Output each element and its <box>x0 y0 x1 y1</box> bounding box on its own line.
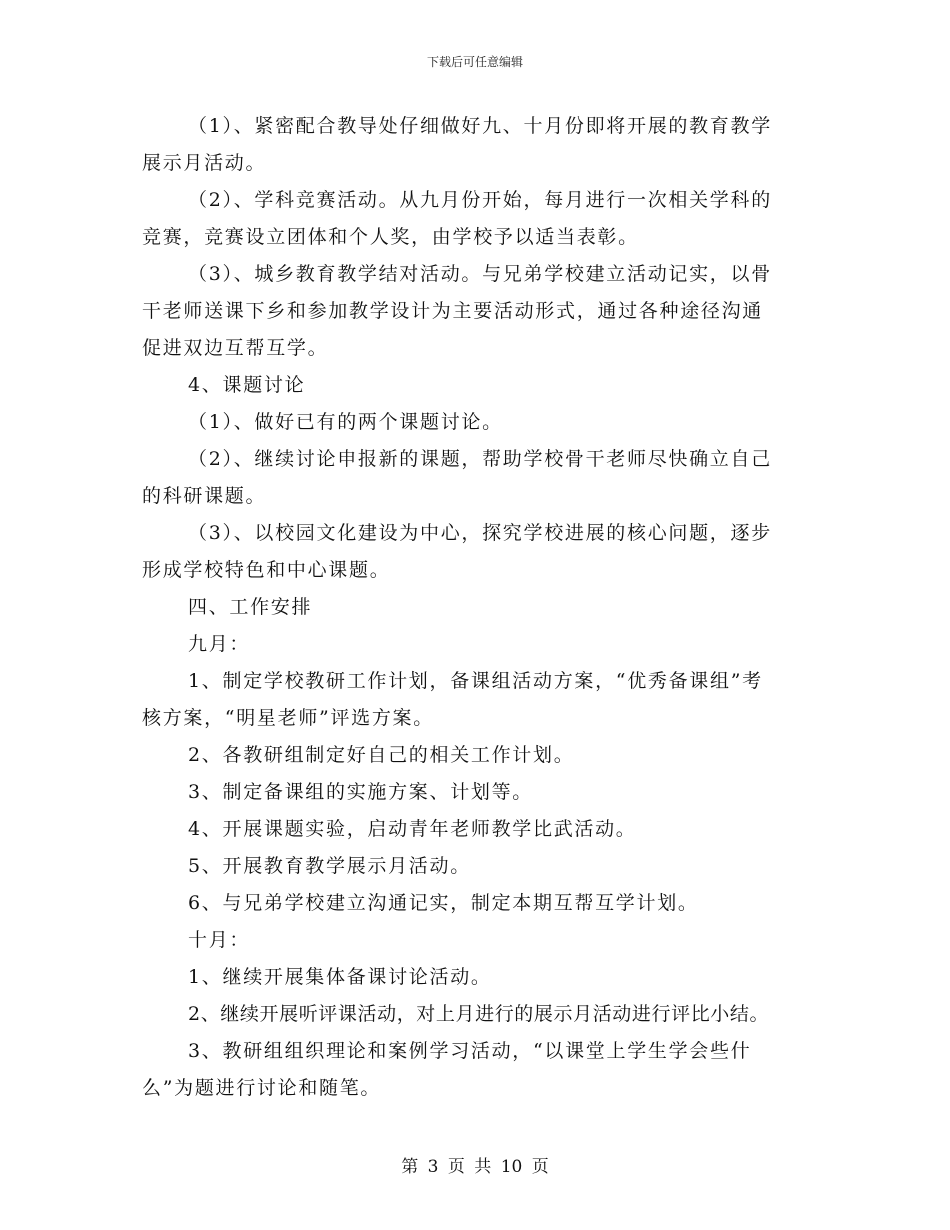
body-line: 1、继续开展集体备课讨论活动。 <box>188 966 492 988</box>
body-line: 3、制定备课组的实施方案、计划等。 <box>188 781 533 803</box>
month-heading-october: 十月： <box>188 929 251 951</box>
body-line: 4、开展课题实验，启动青年老师教学比武活动。 <box>188 818 637 840</box>
page-header-note: 下载后可任意编辑 <box>426 55 523 69</box>
body-line: 3、教研组组织理论和案例学习活动，“以课堂上学生学会些什 <box>188 1040 752 1062</box>
section-heading-work-schedule: 四、工作安排 <box>188 596 313 618</box>
body-line: 的科研课题。 <box>142 485 267 507</box>
body-line: 核方案，“明星老师”评选方案。 <box>142 707 434 729</box>
body-line: 么”为题进行讨论和随笔。 <box>142 1077 382 1099</box>
body-line: 1、制定学校教研工作计划，备课组活动方案，“优秀备课组”考 <box>188 670 763 692</box>
body-line: 2、各教研组制定好自己的相关工作计划。 <box>188 744 575 766</box>
body-line: 干老师送课下乡和参加教学设计为主要活动形式，通过各种途径沟通 <box>142 300 764 322</box>
body-line: （2）、继续讨论申报新的课题，帮助学校骨干老师尽快确立自己 <box>188 448 772 470</box>
body-line: 展示月活动。 <box>142 152 267 174</box>
body-line: 促进双边互帮互学。 <box>142 337 329 359</box>
body-line: 6、与兄弟学校建立沟通记实，制定本期互帮互学计划。 <box>188 892 699 914</box>
body-line: （2）、学科竞赛活动。从九月份开始，每月进行一次相关学科的 <box>188 189 772 211</box>
body-line: 2、继续开展听评课活动，对上月进行的展示月活动进行评比小结。 <box>188 1003 770 1025</box>
body-line: 5、开展教育教学展示月活动。 <box>188 855 471 877</box>
body-line: 竞赛，竞赛设立团体和个人奖，由学校予以适当表彰。 <box>142 226 639 248</box>
body-line: （3）、城乡教育教学结对活动。与兄弟学校建立活动记实，以骨 <box>188 263 772 285</box>
body-line: 形成学校特色和中心课题。 <box>142 559 391 581</box>
section-heading-topic-research: 4、课题讨论 <box>188 374 306 396</box>
body-line: （1）、紧密配合教导处仔细做好九、十月份即将开展的教育教学 <box>188 115 772 137</box>
body-line: （3）、以校园文化建设为中心，探究学校进展的核心问题，逐步 <box>188 522 772 544</box>
month-heading-september: 九月： <box>188 633 251 655</box>
document-body <box>142 108 832 1107</box>
body-line: （1）、做好已有的两个课题讨论。 <box>188 411 503 433</box>
page-number-indicator: 第 3 页 共 10 页 <box>401 1157 549 1177</box>
